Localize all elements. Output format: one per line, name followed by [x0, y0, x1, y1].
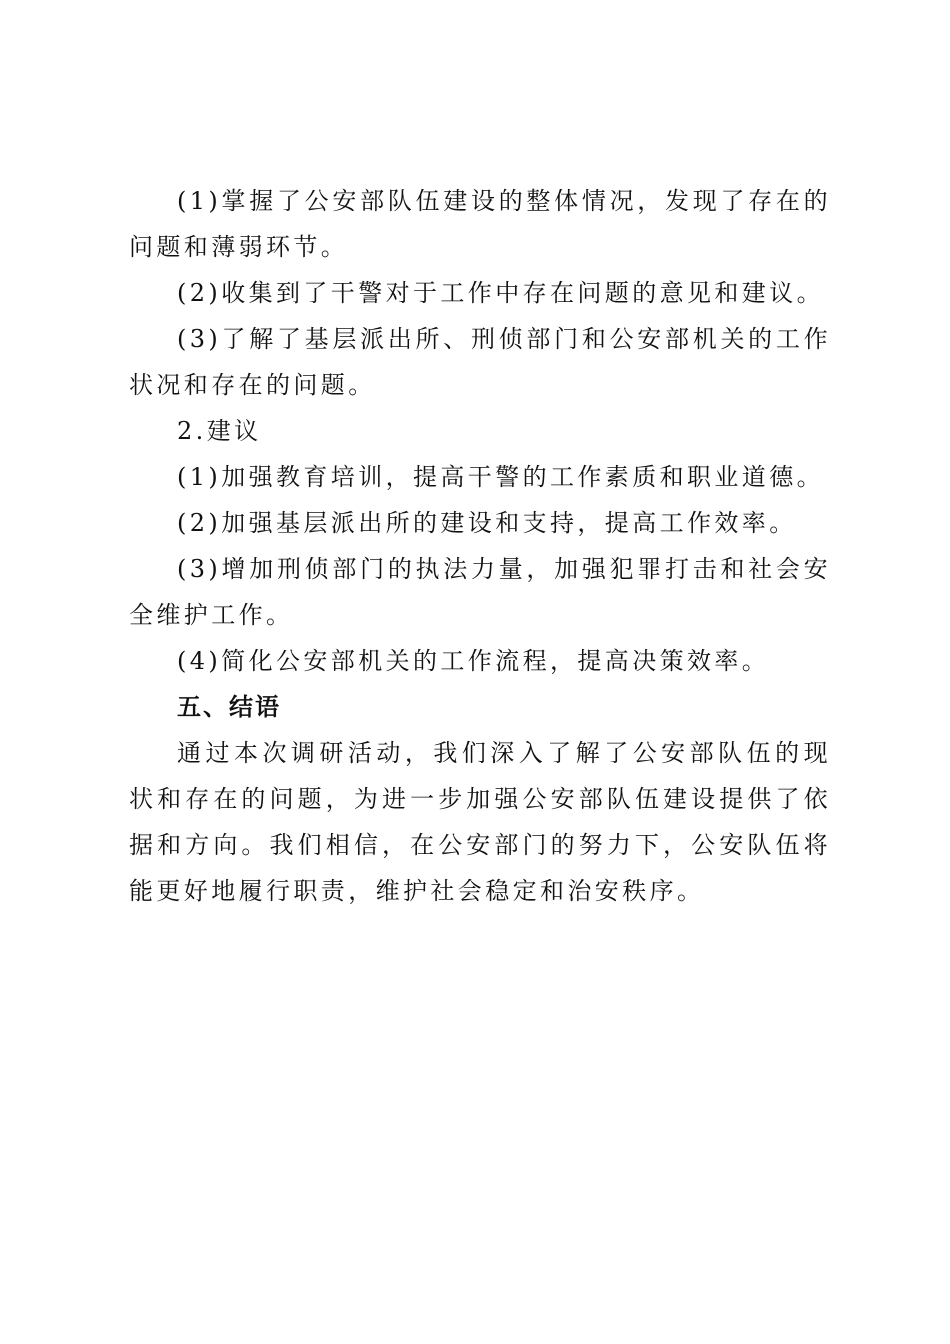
- document-body: [129, 178, 831, 914]
- finding-item-1: (1)掌握了公安部队伍建设的整体情况，发现了存在的问题和薄弱环节。: [129, 187, 831, 261]
- suggestions-subheading: 2.建议: [177, 417, 262, 445]
- section-heading-conclusion: 五、结语: [177, 693, 281, 721]
- conclusion-paragraph: 通过本次调研活动，我们深入了解了公安部队伍的现状和存在的问题，为进一步加强公安部队伍建设提供了依据和方向。我们相信，在公安部门的努力下，公安队伍将能更好地履行职责，维护社会稳定和治安秩序。: [129, 739, 831, 905]
- suggestion-item-1: (1)加强教育培训，提高干警的工作素质和职业道德。: [177, 463, 824, 491]
- finding-item-3: (3)了解了基层派出所、刑侦部门和公安部机关的工作状况和存在的问题。: [129, 325, 831, 399]
- suggestion-item-2: (2)加强基层派出所的建设和支持，提高工作效率。: [177, 509, 797, 537]
- suggestion-item-3: (3)增加刑侦部门的执法力量，加强犯罪打击和社会安全维护工作。: [129, 555, 831, 629]
- finding-item-2: (2)收集到了干警对于工作中存在问题的意见和建议。: [177, 279, 824, 307]
- suggestion-item-4: (4)简化公安部机关的工作流程，提高决策效率。: [177, 647, 770, 675]
